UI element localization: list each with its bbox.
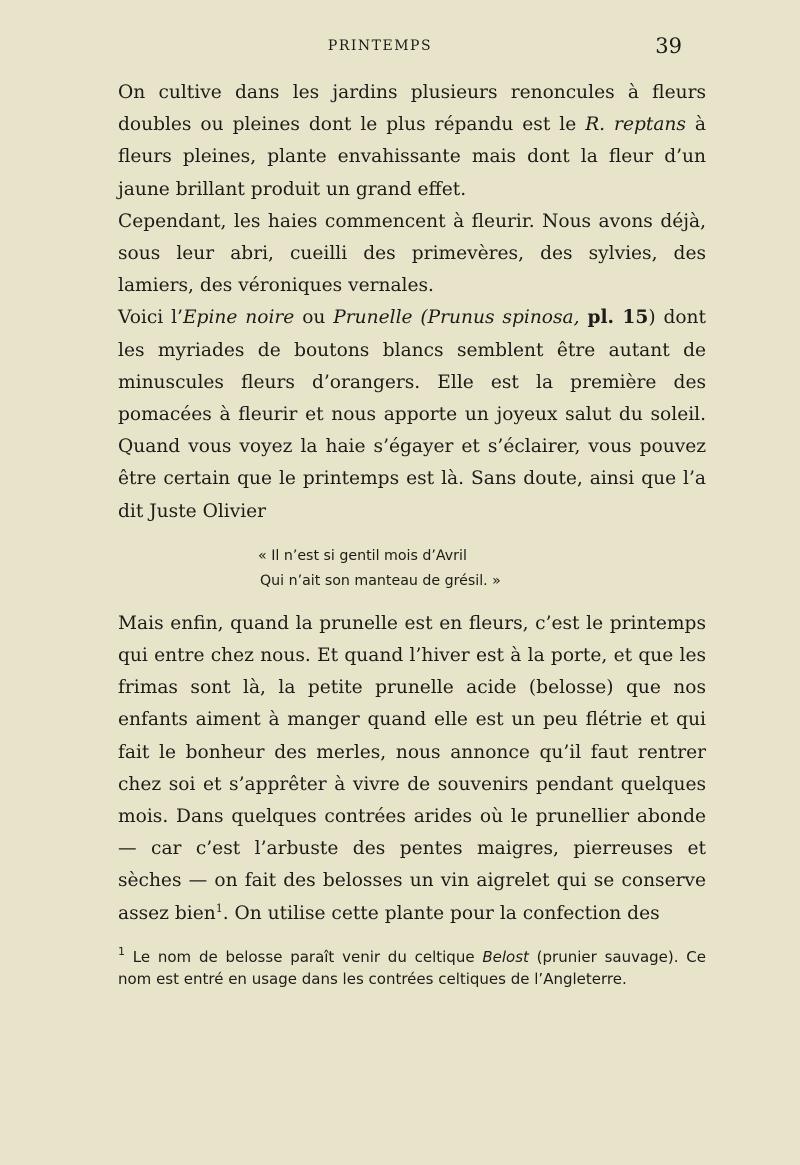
- text-segment: Belost: [482, 947, 529, 966]
- text-segment: 1: [215, 901, 223, 915]
- text-segment: Mais enfin, quand la prunelle est en fleurs, c’est le printemps qui entre chez nous. Et quand l’hiver est à la porte, et que les frimas sont là, la petite prunelle acide (belosse) que nos enfants aiment à manger quand elle est un peu flétrie et qui fait le bonheur des merles, nous annonce qu’il faut rentrer chez soi et s’apprêter à vivre de souvenirs pendant quelques mois. Dans quelques contrées arides où le prunellier abonde — car c’est l’arbuste des pentes maigres, pierreuses et sèches — on fait des belosses un vin aigrelet qui se conserve assez bien: [118, 612, 706, 924]
- text-segment: Prunelle (Prunus spinosa,: [333, 307, 580, 329]
- verse-line-2: Qui n’ait son manteau de grésil. »: [260, 572, 501, 589]
- text-segment: ) dont les myriades de boutons blancs semblent être autant de minuscules fleurs d’orangers. Elle est la première des pomacées à fleurir et nous apporte un joyeux salut du soleil. Quand vous voyez la haie s’égayer et s’éclairer, vous pouvez être certain que le printemps est là. Sans doute, ainsi que l’a dit Juste Olivier: [118, 307, 707, 522]
- paragraph-epine-noire: [118, 302, 706, 527]
- text-segment: Cependant, les haies commencent à fleurir. Nous avons déjà, sous leur abri, cueilli des primevères, des sylvies, des lamiers, des véroniques vernales.: [118, 210, 706, 297]
- footnote: [118, 946, 706, 990]
- text-segment: 1: [118, 944, 125, 958]
- running-title: PRINTEMPS: [327, 38, 433, 54]
- text-segment: Epine noire: [182, 307, 295, 329]
- text-segment: (prunier sauvage). Ce nom est entré en usage dans les contrées celtiques de l’Angleterre.: [118, 947, 707, 988]
- text-segment: ou: [294, 307, 334, 329]
- text-segment: On cultive dans les jardins plusieurs renoncules à fleurs doubles ou pleines dont le plus répandu est le: [118, 82, 706, 136]
- text-segment: pl. 15: [587, 307, 649, 329]
- verse-line-1: « Il n’est si gentil mois d’Avril: [258, 547, 467, 564]
- paragraph-haies: [118, 206, 706, 303]
- body-text: [118, 77, 706, 990]
- text-segment: Voici l’: [118, 307, 183, 329]
- paragraph-prunelle: [118, 608, 706, 930]
- page-number: 39: [655, 34, 682, 58]
- verse-quote: [118, 544, 706, 594]
- text-segment: R. reptans: [585, 114, 686, 136]
- text-segment: . On utilise cette plante pour la confection des: [222, 902, 660, 924]
- text-segment: Le nom de belosse paraît venir du celtique: [125, 947, 483, 966]
- running-head: [0, 36, 800, 60]
- text-segment: à fleurs pleines, plante envahissante mais dont la fleur d’un jaune brillant produit un grand effet.: [118, 114, 706, 200]
- paragraph-renoncules: [118, 77, 706, 206]
